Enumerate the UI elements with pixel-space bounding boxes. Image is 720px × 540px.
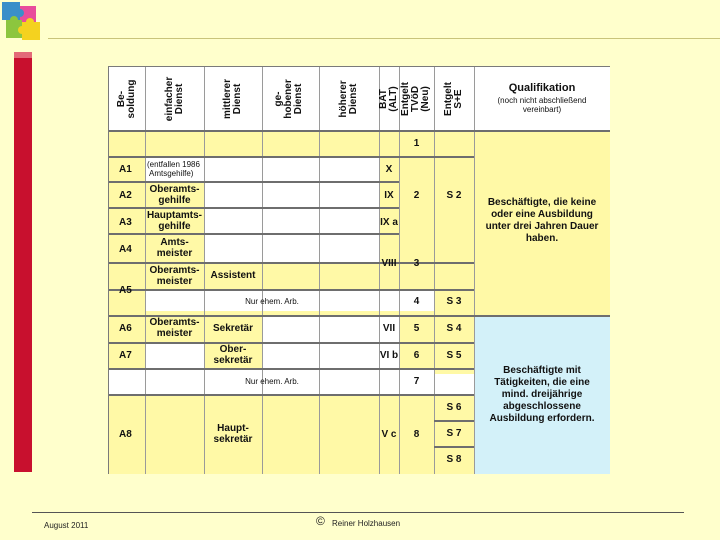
bat-a7: VI b: [379, 350, 399, 361]
besoldung-a2: A2: [119, 190, 132, 201]
besoldung-a7: A7: [119, 350, 132, 361]
footer-author: Reiner Holzhausen: [332, 519, 401, 528]
footer-rule: [32, 512, 684, 513]
header-besoldung: Be- soldung: [116, 79, 137, 119]
sue-s2: S 2: [446, 190, 462, 201]
sue-s4: S 4: [446, 323, 462, 334]
sue-s8: S 8: [446, 454, 462, 465]
header-sue: Entgelt S+E: [443, 82, 464, 116]
tvoed-1: 1: [413, 138, 420, 149]
tvoed-4: 4: [413, 296, 420, 307]
sue-s7: S 7: [446, 428, 462, 439]
qualifikation-yellow-text: Beschäftigte, die keine oder eine Ausbildung unter drei Jahren Dauer haben.: [485, 197, 599, 244]
dienst-a6-1: Oberamts-: [149, 317, 200, 328]
tvoed-2: 2: [413, 190, 420, 201]
bat-a2: IX: [384, 190, 394, 201]
besoldung-a4: A4: [119, 244, 132, 255]
header-rule: [48, 38, 720, 39]
tvoed-8: 8: [413, 429, 420, 440]
mittel-a8-1: Haupt-: [217, 423, 249, 434]
dienst-a5-2: meister: [156, 276, 193, 287]
dienst-a1-2: Amtsgehilfe): [149, 169, 194, 178]
dienst-a5-1: Oberamts-: [149, 265, 200, 276]
besoldung-a3: A3: [119, 217, 132, 228]
qualifikation-title: Qualifikation: [508, 82, 576, 94]
dienst-a1-1: (entfallen 1986: [147, 160, 200, 169]
dienst-a2-2: gehilfe: [158, 195, 191, 206]
tvoed-3: 3: [413, 258, 420, 269]
footer-date: August 2011: [44, 521, 89, 530]
dienst-a6-2: meister: [156, 328, 193, 339]
header-einfacher-dienst: einfacher Dienst: [164, 76, 185, 122]
qualifikation-note-1: (noch nicht abschließend: [497, 96, 587, 105]
qualifikation-note-2: vereinbart): [522, 105, 562, 114]
mittel-a7-1: Ober-: [219, 344, 247, 355]
header-hoeherer-dienst: höherer Dienst: [338, 80, 359, 118]
header-tvoed: Entgelt TVöD (Neu): [400, 82, 431, 116]
besoldung-a6: A6: [119, 323, 132, 334]
gap: [204, 233, 379, 262]
bat-a4: VIII: [381, 258, 397, 269]
header-bat: BAT (ALT): [378, 86, 399, 112]
sue-s6: S 6: [446, 402, 462, 413]
gap: [204, 157, 379, 181]
besoldung-a8: A8: [119, 429, 132, 440]
tvoed-7: 7: [413, 376, 420, 387]
bat-a1: X: [385, 164, 393, 175]
puzzle-logo: [0, 0, 48, 48]
bat-a6: VII: [382, 323, 396, 334]
side-accent-bar: [14, 52, 32, 472]
nur-ehem-arb-2: Nur ehem. Arb.: [245, 377, 299, 386]
sue-s5: S 5: [446, 350, 462, 361]
bat-a8: V c: [381, 429, 397, 440]
dienst-a3-1: Hauptamts-: [146, 210, 202, 221]
dienst-a2-1: Oberamts-: [149, 184, 200, 195]
bat-a3: IX a: [380, 217, 398, 228]
dienst-a3-2: gehilfe: [158, 221, 191, 232]
copyright-symbol: ©: [316, 514, 325, 528]
header-gehobener-dienst: ge- hobener Dienst: [273, 79, 304, 119]
salary-comparison-table: [108, 66, 610, 474]
dienst-a4-1: Amts-: [160, 237, 189, 248]
tvoed-5: 5: [413, 323, 420, 334]
header-mittlerer-dienst: mittlerer Dienst: [222, 79, 243, 120]
sue-s3: S 3: [446, 296, 462, 307]
mittel-a7-2: sekretär: [213, 355, 253, 366]
besoldung-a1: A1: [119, 164, 132, 175]
mittel-a6: Sekretär: [212, 323, 254, 334]
qualifikation-blue-text: Beschäftigte mit Tätigkeiten, die eine mind. dreijährige abgeschlossene Ausbildung erfordern.: [489, 365, 595, 424]
mittel-a8-2: sekretär: [213, 434, 253, 445]
besoldung-a5: A5: [119, 285, 132, 296]
mittel-a5: Assistent: [210, 270, 256, 281]
tvoed-6: 6: [413, 350, 420, 361]
side-accent-tip: [14, 52, 32, 58]
nur-ehem-arb-1: Nur ehem. Arb.: [245, 297, 299, 306]
dienst-a4-2: meister: [156, 248, 193, 259]
